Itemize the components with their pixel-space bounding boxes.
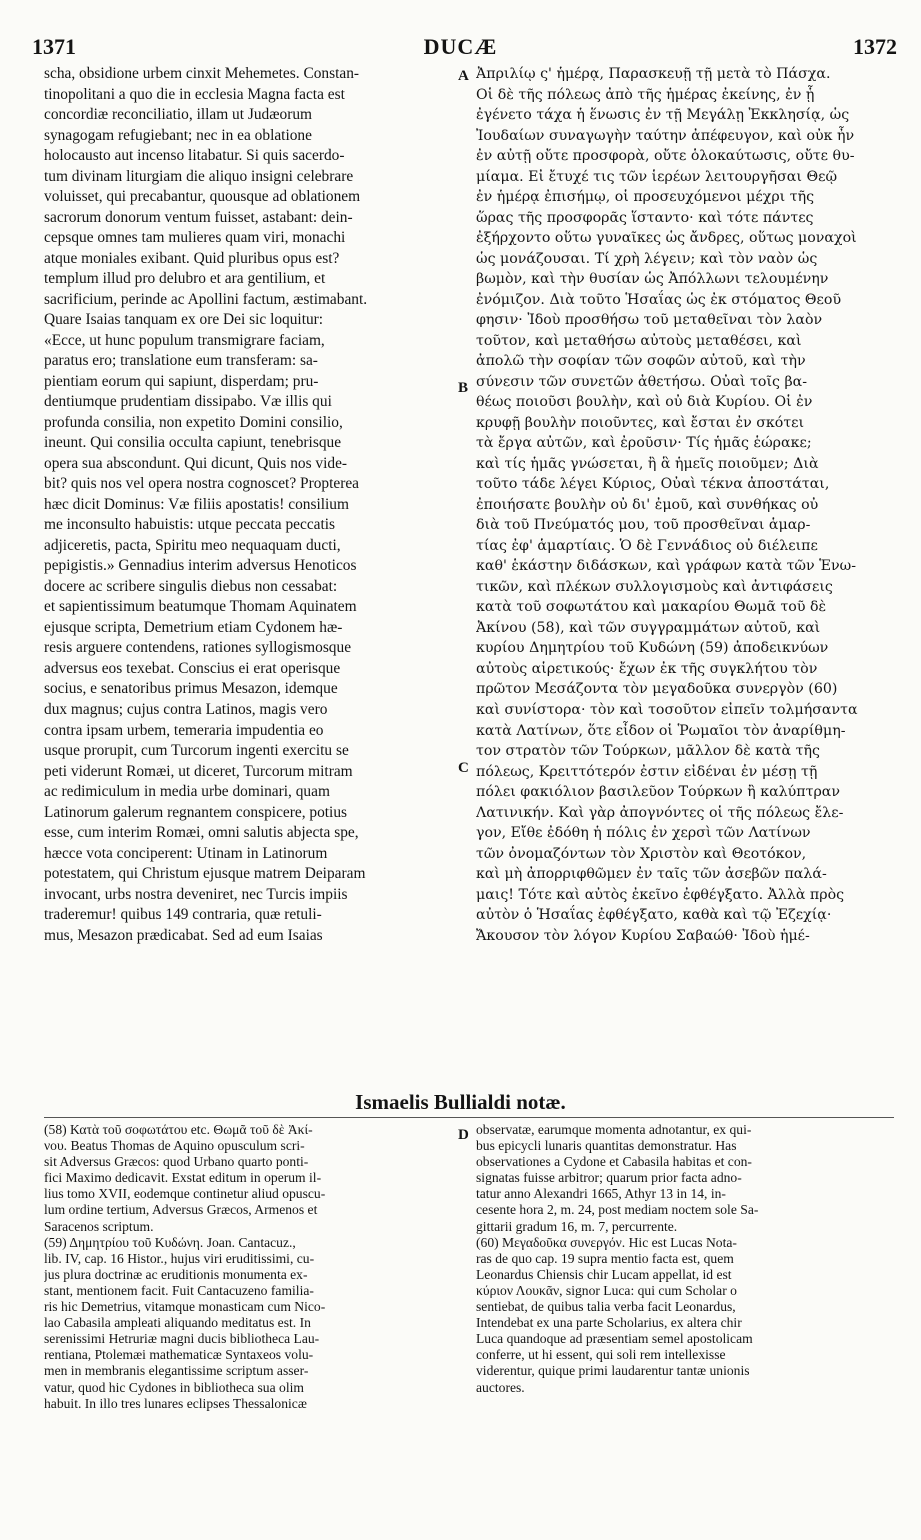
- note-line: jus plura doctrinæ ac eruditionis monumenta ex-: [44, 1266, 308, 1282]
- note-line: sentiebat, de quibus talia verba facit Leonardus,: [476, 1299, 736, 1315]
- note-line: κύριον Λουκᾶν, signor Luca: qui cum Scholar o: [476, 1282, 737, 1298]
- latin-text-line: ejusque scripta, Demetrium etiam Cydonem hæ-: [44, 618, 343, 636]
- page-header: [22, 34, 899, 60]
- greek-text-line: Ἄκουσον τὸν λόγον Κυρίου Σαβαώθ· Ἰδοὺ ἡμέ-: [476, 927, 810, 944]
- greek-text-line: πόλεως, Κρειττότερόν ἐστιν εἰδέναι ἐν μέσῃ τῇ: [476, 763, 818, 780]
- note-line: bus epicycli lunaris quantitas demonstratur. Has: [476, 1138, 737, 1154]
- latin-text-line: «Ecce, ut hunc populum transmigrare faciam,: [44, 331, 325, 349]
- latin-text-line: adjiceretis, pacta, Spiritu meo nequaquam ducti,: [44, 536, 341, 554]
- notes-left-column: [44, 1122, 454, 1412]
- latin-text-line: tinopolitani a quo die in ecclesia Magna facta est: [44, 85, 345, 103]
- greek-text-line: βωμὸν, καὶ τὴν θυσίαν ὡς Ἀπόλλωνι τελουμένην: [476, 271, 829, 288]
- latin-text-line: docere ac scribere singulis diebus non cessabat:: [44, 577, 338, 595]
- latin-text-line: profunda consilia, non expetito Domini consilio,: [44, 413, 343, 431]
- note-line: auctores.: [476, 1379, 525, 1395]
- greek-text-line: ἐποιήσατε βουλὴν οὐ δι' ἐμοῦ, καὶ συνθήκας οὐ: [476, 496, 819, 513]
- latin-text-line: dentiumque prudentiam dissipabo. Væ illis qui: [44, 393, 332, 411]
- latin-text-line: mus, Mesazon prædicabat. Sed ad eum Isaias: [44, 926, 323, 944]
- greek-text-line: Ἀκίνου (58), καὶ τῶν συγγραμμάτων αὐτοῦ, καὶ: [476, 619, 821, 636]
- greek-text-line: τικῶν, καὶ πλέκων συλλογισμοὺς καὶ ἀντιφάσεις: [476, 578, 833, 595]
- margin-letter-b: B: [458, 380, 469, 396]
- margin-letter-a: A: [458, 68, 469, 84]
- latin-text-line: paratus ero; translatione eum transferam: sa-: [44, 352, 318, 370]
- latin-text-line: tum divinam liturgiam die aliquo insigni celebrare: [44, 167, 354, 185]
- note-line: (59) Δημητρίου τοῦ Κυδώνη. Joan. Cantacuz.,: [44, 1234, 296, 1250]
- note-line: Luca quandoque ad præsentiam semel apostolicam: [476, 1331, 753, 1347]
- greek-text-line: τον στρατὸν τῶν Τούρκων, μᾶλλον δὲ κατὰ τῆς: [476, 743, 820, 760]
- left-column-number: 1371: [32, 34, 76, 59]
- note-line: cesente hora 2, m. 24, post mediam noctem sole Sa-: [476, 1202, 759, 1218]
- greek-text-line: κυρίου Δημητρίου τοῦ Κυδώνη (59) ἀποδεικνύων: [476, 640, 829, 657]
- note-line: Intendebat ex una parte Scholarius, ex altera chir: [476, 1315, 742, 1331]
- note-line: (60) Μεγαδοῦκα συνεργόν. Hic est Lucas Nota-: [476, 1234, 737, 1250]
- greek-text-line: αὐτοὺς αἱρετικούς· ἔχων ἐκ τῆς συγκλήτου τὸν: [476, 660, 818, 677]
- greek-text-line: αὐτὸν ὁ Ἡσαΐας ἐφθέγξατο, καθὰ καὶ τῷ Ἐζεχίᾳ·: [476, 907, 832, 924]
- latin-text-line: me inconsulto habuistis: utque peccata peccatis: [44, 516, 336, 534]
- greek-text-line: καὶ μὴ ἀπορριφθῶμεν ἐν ταῖς τῶν ἀσεβῶν παλά-: [476, 866, 827, 883]
- greek-text-line: ὡς μονάζουσαι. Τί χρὴ λέγειν; καὶ τὸν ναὸν ὡς: [476, 250, 818, 267]
- greek-text-line: τίας ἐφ' ἁμαρτίαις. Ὁ δὲ Γεννάδιος οὐ διέλειπε: [476, 537, 818, 554]
- greek-text-line: καθ' ἑκάστην διδάσκων, καὶ γράφων κατὰ τῶν Ἑνω-: [476, 558, 857, 575]
- greek-text-line: ἐν ἡμέρᾳ ἐπισήμῳ, οἱ προσευχόμενοι μέχρι τῆς: [476, 189, 815, 206]
- greek-text-line: μαις! Τότε καὶ αὐτὸς ἐκεῖνο ἐφθέγξατο. Ἀλλὰ πρὸς: [476, 886, 845, 903]
- greek-text-line: σύνεσιν τῶν συνετῶν ἀθετήσω. Οὐαὶ τοῖς βα-: [476, 373, 808, 390]
- note-line: fici Maximo dedicavit. Exstat editum in operum il-: [44, 1170, 322, 1186]
- note-line: habuit. In illo tres lunares eclipses Thessalonicæ: [44, 1395, 307, 1411]
- greek-text-line: ἀπολῶ τὴν σοφίαν τῶν σοφῶν αὐτοῦ, καὶ τὴν: [476, 353, 806, 370]
- greek-text-line: καὶ τίς ἡμᾶς γνώσεται, ἢ ἃ ἡμεῖς ποιοῦμεν; Διὰ: [476, 455, 819, 472]
- latin-text-column: [44, 64, 454, 946]
- latin-text-line: invocant, urbs nostra deveniret, nec Turcis impiis: [44, 885, 348, 903]
- notes-right-column: [476, 1122, 894, 1396]
- latin-text-line: voluisset, qui precabantur, quousque ad oblationem: [44, 188, 361, 206]
- note-line: signatas fuisse arbitror; quarum prior facta adno-: [476, 1170, 742, 1186]
- note-line: tatur anno Alexandri 1665, Athyr 13 in 14, in-: [476, 1186, 726, 1202]
- greek-text-line: τὰ ἔργα αὐτῶν, καὶ ἐροῦσιν· Τίς ἡμᾶς ἑώρακε;: [476, 435, 812, 452]
- latin-text-line: esse, cum interim Romæi, omni salutis abjecta spe,: [44, 824, 359, 842]
- greek-text-line: ὥρας τῆς προσφορᾶς ἵσταντο· καὶ τότε πάντες: [476, 209, 814, 226]
- greek-text-line: κατὰ Λατίνων, ὅτε εἶδον οἱ Ῥωμαῖοι τὸν ἀναρίθμη-: [476, 722, 846, 739]
- greek-text-line: διὰ τοῦ Πνεύματός μου, τοῦ προσθεῖναι ἁμαρ-: [476, 517, 811, 534]
- greek-text-line: θέως ποιοῦσι βουλὴν, καὶ οὐ διὰ Κυρίου. Οἱ ἐν: [476, 394, 813, 411]
- note-line: lib. IV, cap. 16 Histor., hujus viri eruditissimi, cu-: [44, 1250, 315, 1266]
- greek-text-line: τῶν ὀνομαζόντων τὸν Χριστὸν καὶ Θεοτόκον,: [476, 845, 807, 862]
- note-line: rentiana, Ptolemæi mathematicæ Syntaxeos volu-: [44, 1347, 314, 1363]
- note-line: Leonardus Chiensis chir Lucam appellat, id est: [476, 1266, 732, 1282]
- greek-text-line: ἐξήρχοντο οὕτω γυναῖκες ὡς ἄνδρες, οὕτως μοναχοὶ: [476, 230, 857, 247]
- note-line: lius tomo XVII, eodemque continetur aliud opuscu-: [44, 1186, 326, 1202]
- running-title: DUCÆ: [423, 34, 498, 59]
- greek-text-line: καὶ συνίστορα· τὸν καὶ τοσοῦτον εἰπεῖν τολμήσαντα: [476, 701, 858, 718]
- latin-text-line: peti viderunt Romæi, ut diceret, Turcorum mitram: [44, 762, 353, 780]
- latin-text-line: hæcce vota conciperent: Utinam in Latinorum: [44, 844, 328, 862]
- latin-text-line: pientiam eorum qui sapiunt, disperdam; pru-: [44, 372, 319, 390]
- latin-text-line: pepigistis.» Gennadius interim adversus Henoticos: [44, 557, 357, 575]
- greek-text-line: κατὰ τοῦ σοφωτάτου καὶ μακαρίου Θωμᾶ τοῦ δὲ: [476, 599, 827, 616]
- latin-text-line: adversus eos texebat. Conscius ei erat operisque: [44, 659, 341, 677]
- notes-title: Ismaelis Bullialdi notæ.: [355, 1090, 566, 1114]
- greek-text-line: Λατινικήν. Καὶ γὰρ ἀπογνόντες οἱ τῆς πόλεως ἔλε-: [476, 804, 844, 821]
- latin-text-line: sacrificium, perinde ac Apollini factum, æstimabant.: [44, 290, 368, 308]
- note-line: stant, mentionem facit. Fuit Cantacuzeno familia-: [44, 1282, 314, 1298]
- greek-text-line: φησιν· Ἰδοὺ προσθήσω τοῦ μεταθεῖναι τὸν λαὸν: [476, 312, 823, 329]
- latin-text-line: atque moniales exibant. Quid pluribus opus est?: [44, 249, 340, 267]
- note-line: serenissimi Hetruriæ magni ducis bibliotheca Lau-: [44, 1331, 320, 1347]
- notes-divider: [44, 1117, 894, 1118]
- note-line: observationes a Cydone et Cabasila habitas et con-: [476, 1154, 752, 1170]
- greek-text-line: ἐν αὐτῇ οὔτε προσφορὰ, οὔτε ὁλοκαύτωσις, οὔτε θυ-: [476, 148, 855, 165]
- latin-text-line: resis arguere contendens, rationes syllogismosque: [44, 639, 352, 657]
- latin-text-line: ac redimiculum in media urbe dominari, quam: [44, 783, 330, 801]
- latin-text-line: socius, e senatoribus primus Mesazon, idemque: [44, 680, 338, 698]
- margin-letter-c: C: [458, 760, 469, 776]
- right-column-number: 1372: [853, 34, 897, 59]
- note-line: (58) Κατὰ τοῦ σοφωτάτου etc. Θωμᾶ τοῦ δὲ Ἀκί-: [44, 1122, 313, 1137]
- note-line: ris hic Demetrius, vitamque monasticam cum Nico-: [44, 1299, 326, 1315]
- latin-text-line: cepsque omnes tam mulieres quam viri, monachi: [44, 229, 346, 247]
- latin-text-line: concordiæ reconciliatio, illam ut Judæorum: [44, 106, 312, 124]
- note-line: Saracenos scriptum.: [44, 1218, 154, 1234]
- latin-text-line: holocausto aut incenso litabatur. Si quis sacerdo-: [44, 147, 345, 165]
- margin-letter-d: D: [458, 1127, 469, 1143]
- latin-text-line: dux magnus; cujus contra Latinos, magis vero: [44, 700, 328, 718]
- greek-text-line: πόλει φακιόλιον βασιλεῦον Τούρκων ἢ καλύπτραν: [476, 784, 841, 801]
- latin-text-line: hæc dicit Dominus: Væ filiis apostatis! consilium: [44, 495, 349, 513]
- latin-text-line: et sapientissimum beatumque Thomam Aquinatem: [44, 598, 357, 616]
- greek-text-line: Ἰουδαίων συναγωγὴν ταύτην ἀπέφευγον, καὶ οὐκ ἦν: [476, 127, 855, 144]
- greek-text-column: [476, 64, 894, 946]
- latin-text-line: sacrorum donorum ventum fuisset, astabant: dein-: [44, 208, 353, 226]
- latin-text-line: opera sua abscondunt. Qui dicunt, Quis nos vide-: [44, 454, 348, 472]
- note-line: lum ordine tertium, Adversus Græcos, Armenos et: [44, 1202, 318, 1218]
- greek-text-line: πρῶτον Μεσάζοντα τὸν μεγαδοῦκα συνεργὸν (60): [476, 681, 838, 698]
- latin-text-line: Quare Isaias tanquam ex ore Dei sic loquitur:: [44, 311, 324, 329]
- greek-text-line: ἐνόμιζον. Διὰ τοῦτο Ἡσαΐας ὡς ἐκ στόματος Θεοῦ: [476, 291, 842, 308]
- note-line: νου. Beatus Thomas de Aquino opusculum scri-: [44, 1138, 305, 1154]
- latin-text-line: scha, obsidione urbem cinxit Mehemetes. Constan-: [44, 65, 360, 82]
- greek-text-line: μίαμα. Εἰ ἔτυχέ τις τῶν ἱερέων λειτουργῆσαι Θεῷ: [476, 168, 838, 185]
- note-line: lao Cabasila ampleati aliquando meditatus est. In: [44, 1315, 311, 1331]
- note-line: conferre, ut hi essent, qui soli rem intellexisse: [476, 1347, 726, 1363]
- latin-text-line: contra ipsam urbem, temeraria impudentia eo: [44, 721, 324, 739]
- latin-text-line: ineunt. Qui consilia occulta capiunt, tenebrisque: [44, 434, 342, 452]
- greek-text-line: γον, Εἴθε ἐδόθη ἡ πόλις ἐν χερσὶ τῶν Λατίνων: [476, 825, 811, 842]
- greek-text-line: Ἀπριλίῳ ς' ἡμέρᾳ, Παρασκευῇ τῇ μετὰ τὸ Πάσχα.: [476, 66, 831, 82]
- note-line: observatæ, earumque momenta adnotantur, ex qui-: [476, 1122, 752, 1137]
- latin-text-line: synagogam refugiebant; nec in ea oblatione: [44, 126, 312, 144]
- latin-text-line: bit? quis nos vel opera nostra cognoscet? Propterea: [44, 475, 359, 493]
- latin-text-line: usque prorupit, cum Turcorum ingenti exercitu se: [44, 742, 349, 760]
- greek-text-line: ἐγένετο τάχα ἡ ἕνωσις ἐν τῇ Μεγάλῃ Ἐκκλησίᾳ, ὡς: [476, 107, 850, 124]
- note-line: men in membranis elegantissime scriptum asser-: [44, 1363, 309, 1379]
- note-line: viderentur, quique primi laudarentur tantæ unionis: [476, 1363, 750, 1379]
- note-line: gittarii gradum 16, m. 7, percurrente.: [476, 1218, 678, 1234]
- greek-text-line: κρυφῇ βουλὴν ποιοῦντες, καὶ ἔσται ἐν σκότει: [476, 414, 805, 431]
- latin-text-line: potestatem, qui Christum ejusque matrem Deiparam: [44, 865, 366, 883]
- note-line: vatur, quod hic Cydones in bibliotheca sua olim: [44, 1379, 304, 1395]
- note-line: sit Adversus Græcos: quod Urbano quarto ponti-: [44, 1154, 309, 1170]
- note-line: ras de quo cap. 19 supra mentio facta est, quem: [476, 1250, 734, 1266]
- latin-text-line: templum illud pro delubro et ara gentilium, et: [44, 270, 326, 288]
- greek-text-line: τοῦτο τάδε λέγει Κύριος, Οὐαὶ τέκνα ἀποστάται,: [476, 476, 830, 493]
- latin-text-line: Latinorum galerum regnantem conspicere, potius: [44, 803, 348, 821]
- greek-text-line: Οἱ δὲ τῆς πόλεως ἀπὸ τῆς ἡμέρας ἐκείνης, ἐν ᾗ: [476, 86, 815, 103]
- latin-text-line: traderemur! quibus 149 contraria, quæ retuli-: [44, 906, 322, 924]
- greek-text-line: τοῦτον, καὶ μεταθήσω αὐτοὺς μεταθέσει, καὶ: [476, 332, 802, 349]
